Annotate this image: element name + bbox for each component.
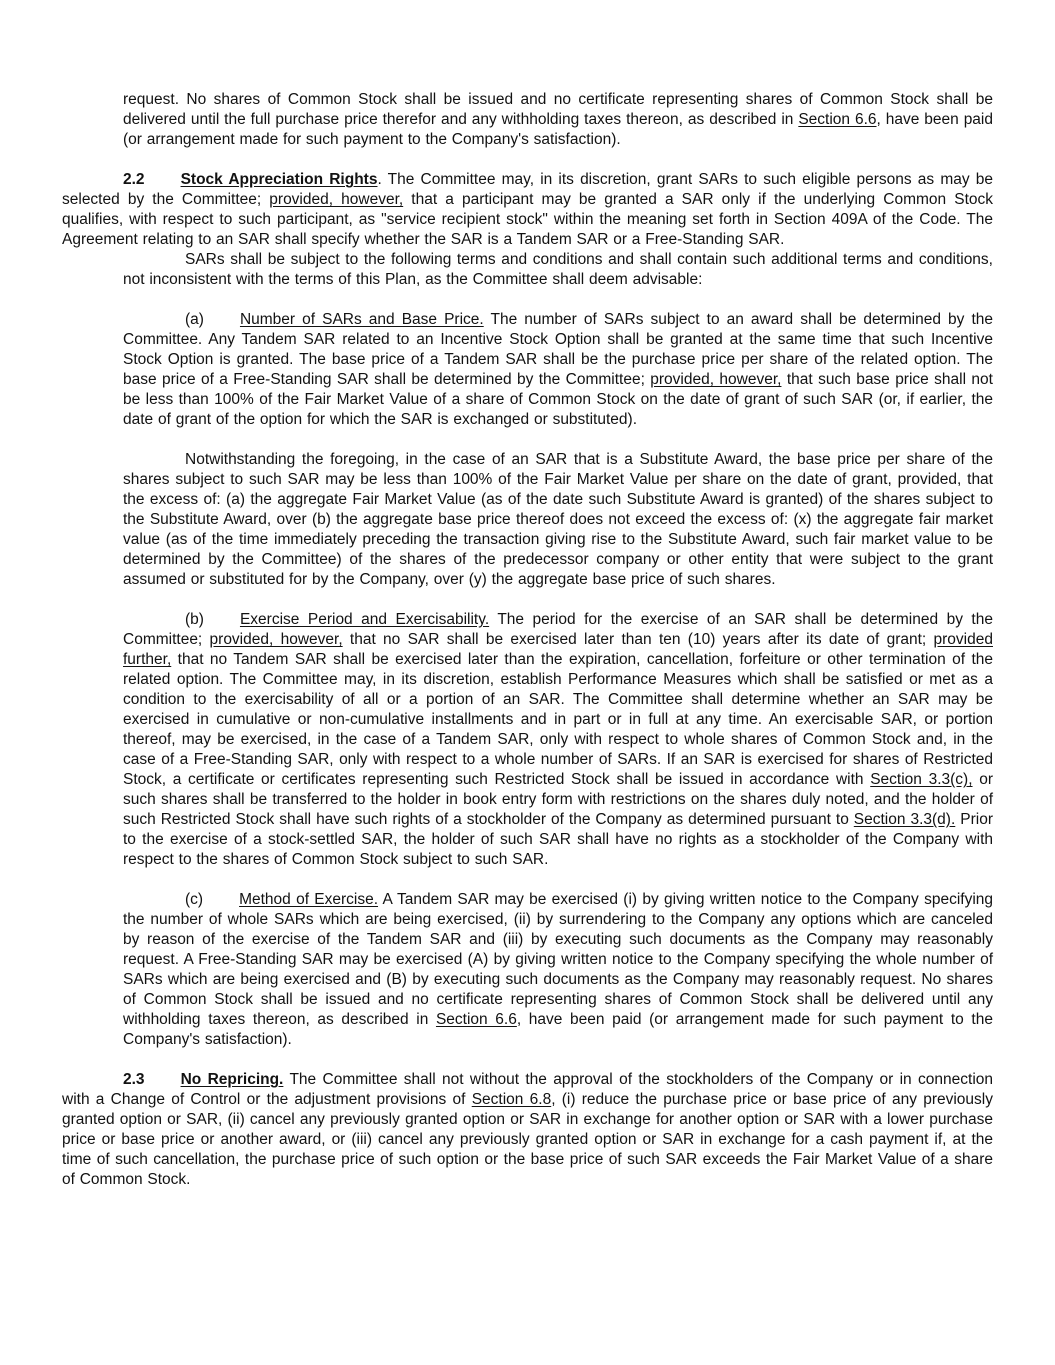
heading-run: No Repricing. [180, 1071, 284, 1088]
underlined-run: Section 3.3(d). [853, 811, 956, 828]
underlined-run: Method of Exercise. [239, 891, 379, 908]
text-run: 2.2 [123, 171, 145, 188]
text-run: The number of SARs subject to an award shall be determined by the Committee. Any Tandem SAR related to an Incentive Stock Option shall be granted at the same time that such Incentive Stock Option is granted. The base price of a Tandem SAR shall be the purchase price per share of the related option. The base price of a Free-Standing SAR shall be determined by the Committee; [123, 311, 993, 388]
underlined-run: provided further, [123, 631, 993, 668]
text-run: The Committee shall not without the approval of the stockholders of the Company or in connection with a Change of Control or the adjustment provisions of [62, 1071, 994, 1108]
text-run: , (i) reduce the purchase price or base price of any previously granted option or SAR, (ii) cancel any previously granted option or SAR in exchange for another option or SAR with a lower purchase price or base price or another award, or (iii) cancel any previously granted option or SAR in exchange for a cash payment if, at the time of such cancellation, the purchase price of such option or the base price of such SAR exceeds the Fair Market Value of a share of Common Stock. [62, 1091, 993, 1188]
text-run: , have been paid (or arrangement made for such payment to the Company's satisfaction). [123, 111, 993, 148]
underlined-run: Number of SARs and Base Price. [239, 311, 484, 328]
paragraph-sars-terms [123, 250, 993, 290]
text-run: 2.3 [123, 1071, 145, 1088]
text-run: that no SAR shall be exercised later than ten (10) years after its date of grant; [342, 631, 934, 648]
text-run: that a participant may be granted a SAR only if the underlying Common Stock qualifies, with respect to such participant, as "service recipient stock" within the meaning set forth in Section 409A of the Code. The Agreement relating to an SAR shall specify whether the SAR is a Tandem SAR or a Free-Standing SAR. [62, 191, 993, 248]
underlined-run: Section 3.3(c), [870, 771, 973, 788]
text-run: or such shares shall be transferred to the holder in book entry form with restrictions on the shares duly noted, and the holder of such Restricted Stock shall have such rights of a stockholder of the Company as determined pursuant to [123, 771, 993, 828]
text-run: (a) [185, 311, 204, 328]
text-run: . The Committee may, in its discretion, grant SARs to such eligible persons as may be selected by the Committee; [62, 171, 993, 208]
text-run: The period for the exercise of an SAR shall be determined by the Committee; [123, 611, 993, 648]
text-run: that such base price shall not be less than 100% of the Fair Market Value of a share of Common Stock on the date of grant of such SAR (or, if earlier, the date of grant of the option for which the SAR is exchanged or substituted). [123, 371, 993, 428]
heading-run: Stock Appreciation Rights [180, 171, 378, 188]
underlined-run: Section 6.6 [798, 111, 877, 128]
paragraph-clause-a-number-of-sars-and-base-price [123, 310, 993, 430]
text-run: Prior to the exercise of a stock-settled SAR, the holder of such SAR shall have no rights as a stockholder of the Company with respect to the shares of Common Stock subject to such SAR. [123, 811, 993, 868]
text-run: , have been paid (or arrangement made for such payment to the Company's satisfaction). [123, 1011, 993, 1048]
paragraph-clause-c-method-of-exercise [123, 890, 993, 1050]
paragraph-substitute-award [123, 450, 993, 590]
text-run: request. No shares of Common Stock shall be issued and no certificate representing shares of Common Stock shall be delivered until the full purchase price therefor and any withholding taxes thereon, as described in [123, 91, 993, 128]
text-run: A Tandem SAR may be exercised (i) by giving written notice to the Company specifying the number of whole SARs which are being exercised, (ii) by surrendering to the Company any options which are canceled by reason of the exercise of the Tandem SAR and (iii) by executing such documents as the Company may reasonably request. A Free-Standing SAR may be exercised (A) by giving written notice to the Company specifying the whole number of SARs which are being exercised and (B) by executing such documents as the Company may reasonably request. No shares of Common Stock shall be issued and no certificate representing shares of Common Stock shall be delivered until any withholding taxes thereon, as described in [123, 891, 993, 1028]
underlined-run: provided, however, [269, 191, 404, 208]
underlined-run: provided, however, [650, 371, 782, 388]
text-run: Notwithstanding the foregoing, in the case of an SAR that is a Substitute Award, the base price per share of the shares subject to such SAR may be less than 100% of the Fair Market Value per share on the date of grant, provided, that the excess of: (a) the aggregate Fair Market Value (as of the date such Substitute Award is granted) of the shares subject to the Substitute Award, over (b) the aggregate base price thereof does not exceed the excess of: (x) the aggregate fair market value (as of the time immediately preceding the transaction giving rise to the Substitute Award, such fair market value to be determined by the Committee) of the shares of the predecessor company or other entity that were subject to the grant assumed or substituted for by the Company, over (y) the aggregate base price of such shares. [123, 451, 993, 588]
underlined-run: Exercise Period and Exercisability. [239, 611, 490, 628]
paragraph-clause-b-exercise-period-and-exercisability [123, 610, 993, 870]
paragraph-section-2-3-no-repricing [62, 1070, 993, 1190]
text-run: (b) [185, 611, 204, 628]
text-run: (c) [185, 891, 204, 908]
paragraph-request-continuation [123, 90, 993, 150]
text-run: SARs shall be subject to the following terms and conditions and shall contain such additional terms and conditions, not inconsistent with the terms of this Plan, as the Committee shall deem advisable: [123, 251, 993, 288]
underlined-run: Section 6.8 [471, 1091, 552, 1108]
underlined-run: provided, however, [209, 631, 343, 648]
paragraph-section-2-2-stock-appreciation-rights [62, 170, 993, 250]
text-run: that no Tandem SAR shall be exercised later than the expiration, cancellation, forfeiture or other termination of the related option. The Committee may, in its discretion, establish Performance Measures which shall be satisfied or met as a condition to the exercisability of all or a portion of an SAR. The Committee shall determine whether an SAR may be exercised in cumulative or non-cumulative installments and in part or in full at any time. An exercisable SAR, or portion thereof, may be exercised, in the case of a Tandem SAR, only with respect to whole shares of Common Stock and, in the case of a Free-Standing SAR, only with respect to a whole number of SARs. If an SAR is exercised for shares of Restricted Stock, a certificate or certificates representing such Restricted Stock shall be issued in accordance with [123, 651, 993, 788]
underlined-run: Section 6.6 [435, 1011, 517, 1028]
